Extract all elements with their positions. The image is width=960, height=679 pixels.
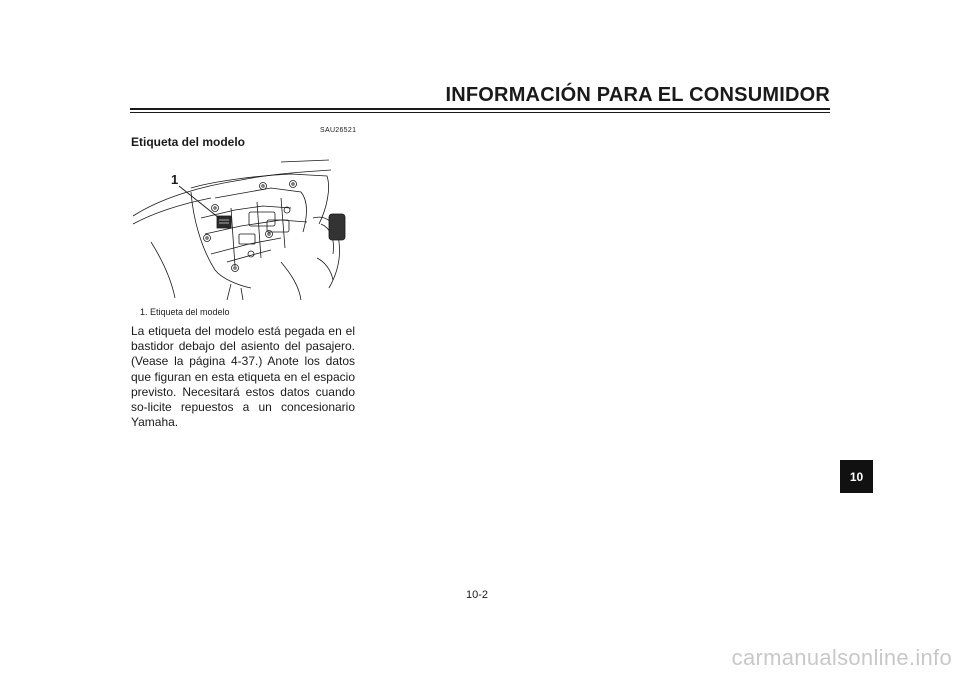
figure-callout-number: 1 — [171, 172, 179, 187]
figure-caption: 1. Etiqueta del modelo — [140, 307, 230, 317]
page-header-title: INFORMACIÓN PARA EL CONSUMIDOR — [445, 84, 830, 106]
watermark: carmanualsonline.info — [731, 645, 952, 670]
model-label-illustration — [131, 158, 353, 300]
section-body-text: La etiqueta del modelo está pegada en el bastidor debajo del asiento del pasajero. (Vease la página 4-37.) Anote los datos que figuran en esta etiqueta en el espacio previsto. Necesitará estos datos cuando so-licite repuestos a un concesionario Yamaha. — [131, 324, 355, 430]
section-reference-code: SAU26521 — [320, 127, 357, 134]
page-number: 10-2 — [466, 589, 489, 601]
header-rule-thin — [130, 112, 830, 113]
chapter-tab: 10 — [840, 460, 873, 493]
header-rule — [130, 108, 830, 110]
section-title: Etiqueta del modelo — [131, 135, 246, 149]
